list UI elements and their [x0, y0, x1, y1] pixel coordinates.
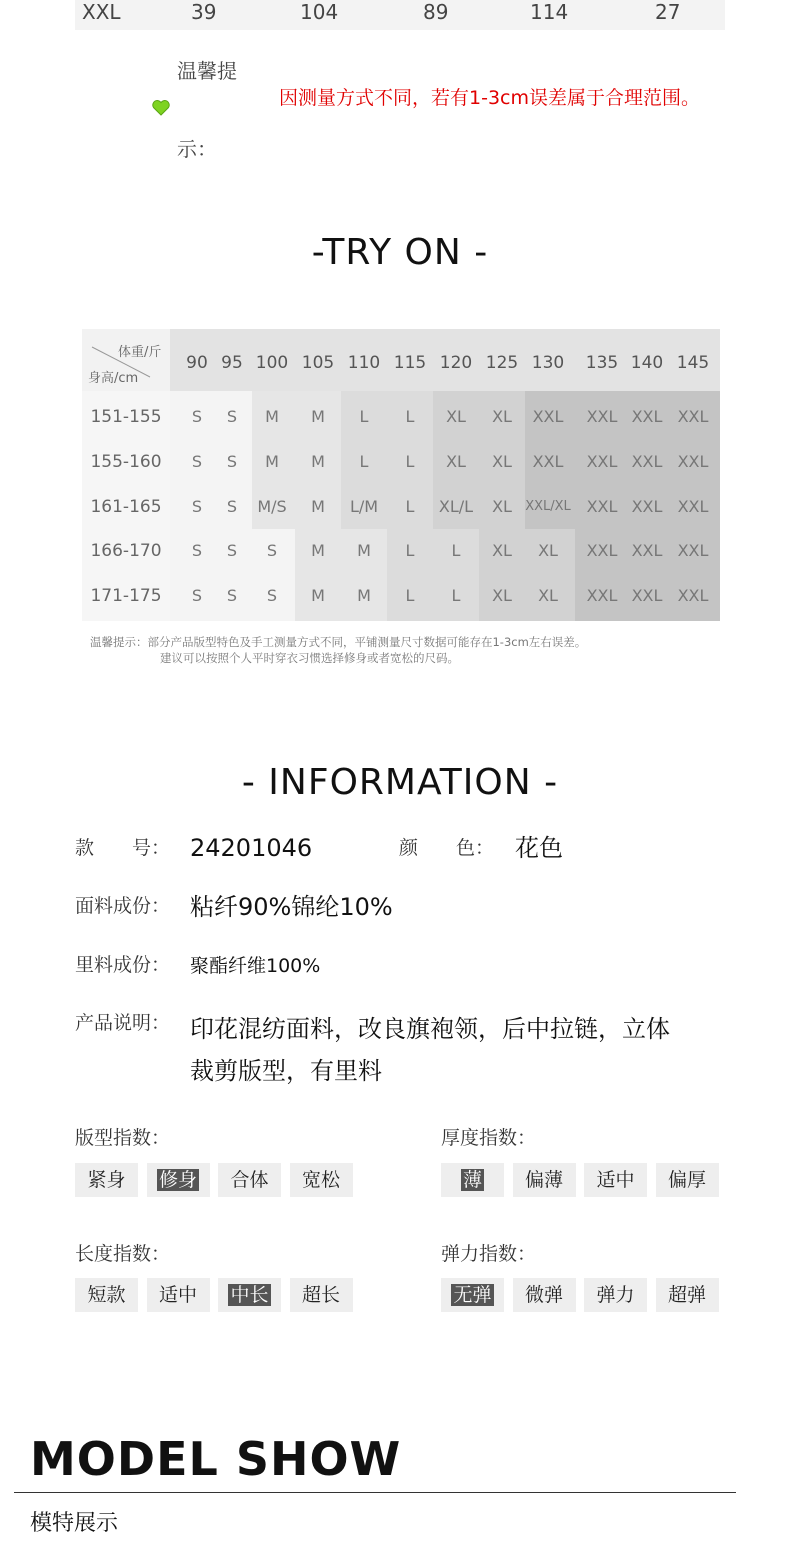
size-cell: XL: [492, 586, 512, 605]
size-cell: XL: [492, 452, 512, 471]
size-cell: L: [405, 452, 415, 471]
description-line: 印花混纺面料，改良旗袍领，后中拉链，立体: [190, 1015, 670, 1043]
elasticity-option-2: [584, 1278, 647, 1312]
size-cell: S: [226, 586, 238, 605]
size-cell: XXL: [677, 541, 709, 560]
weight-header: 95: [221, 353, 243, 373]
tryon-note-line2: 建议可以按照个人平时穿衣习惯选择修身或者宽松的尺码。: [160, 651, 459, 665]
weight-header: 145: [676, 353, 710, 373]
option-label: 超弹: [667, 1284, 706, 1306]
weight-header: 120: [439, 353, 473, 373]
fit-index-title: 版型指数：: [75, 1127, 171, 1149]
size-cell: XXL: [631, 586, 663, 605]
fit-option-0: [75, 1163, 138, 1197]
size-cell: S: [266, 541, 278, 560]
tip-text: 因测量方式不同，若有1-3cm误差属于合理范围。: [279, 87, 700, 109]
fit-option-2: [218, 1163, 281, 1197]
size-cell: S: [191, 452, 203, 471]
fabric-value: 粘纤90%锦纶10%: [190, 893, 393, 921]
size-cell: XXL: [586, 586, 618, 605]
size-cell: XXL: [532, 407, 564, 426]
weight-header: 135: [585, 353, 619, 373]
size-cell: XXL: [677, 407, 709, 426]
size-cell: XXL: [677, 497, 709, 516]
tryon-title: -TRY ON -: [311, 232, 489, 273]
size-cell: L: [405, 586, 415, 605]
elasticity-index-title: 弹力指数：: [441, 1243, 537, 1265]
weight-header: 105: [301, 353, 335, 373]
size-cell: S: [266, 586, 278, 605]
size-cell: XXL: [586, 541, 618, 560]
size-value: 27: [655, 0, 681, 24]
size-cell: XL: [538, 586, 558, 605]
size-cell: XXL: [586, 452, 618, 471]
model-show-title: MODEL SHOW: [30, 1432, 402, 1486]
size-cell: S: [191, 407, 203, 426]
size-cell: XXL: [586, 497, 618, 516]
size-cell: XXL: [532, 452, 564, 471]
size-cell: L: [451, 586, 461, 605]
size-cell: XXL: [631, 452, 663, 471]
size-cell: S: [226, 541, 238, 560]
weight-header: 140: [630, 353, 664, 373]
model-show-subtitle: 模特展示: [30, 1511, 119, 1536]
height-range: 161-165: [90, 497, 162, 517]
size-cell: M: [311, 541, 325, 560]
description-value: [190, 1008, 730, 1092]
green-heart-icon: [151, 98, 171, 118]
size-cell: M: [357, 586, 371, 605]
size-cell: S: [191, 541, 203, 560]
size-cell: L: [405, 541, 415, 560]
elasticity-option-0: [441, 1278, 504, 1312]
length-option-1: [147, 1278, 210, 1312]
size-value: 104: [300, 0, 339, 24]
thickness-option-2: [584, 1163, 647, 1197]
size-cell: M: [311, 407, 325, 426]
option-label: 弹力: [596, 1284, 635, 1306]
option-label: 适中: [596, 1169, 635, 1191]
height-range: 171-175: [90, 586, 162, 606]
option-label: 偏薄: [524, 1169, 563, 1191]
height-range: 155-160: [90, 452, 162, 472]
size-cell: XL/L: [438, 497, 474, 516]
table-corner: [82, 329, 170, 391]
option-label: 合体: [230, 1169, 269, 1191]
size-cell: S: [191, 497, 203, 516]
size-cell: XL: [492, 407, 512, 426]
size-cell: S: [191, 586, 203, 605]
size-cell: S: [226, 497, 238, 516]
weight-header: 100: [255, 353, 289, 373]
size-cell: XL: [538, 541, 558, 560]
fit-option-3: [290, 1163, 353, 1197]
lining-value: 聚酯纤维100%: [190, 955, 321, 977]
thickness-option-0: [441, 1163, 504, 1197]
size-value: 89: [423, 0, 449, 24]
option-label: 偏厚: [667, 1169, 706, 1191]
size-cell: L/M: [349, 497, 379, 516]
elasticity-option-3: [656, 1278, 719, 1312]
size-cell: M/S: [257, 497, 287, 516]
height-range: 151-155: [90, 407, 162, 427]
size-cell: M: [265, 407, 279, 426]
weight-header: 130: [531, 353, 565, 373]
option-label: 宽松: [301, 1169, 340, 1191]
size-value: 114: [530, 0, 569, 24]
size-table-row-xxl: [75, 0, 725, 30]
fit-option-1: [147, 1163, 210, 1197]
weight-header: 115: [393, 353, 427, 373]
size-cell: M: [311, 586, 325, 605]
size-cell: XL: [492, 497, 512, 516]
length-option-2: [218, 1278, 281, 1312]
color-value: 花色: [515, 834, 563, 862]
corner-height-label: 身高/cm: [88, 371, 139, 386]
weight-header: 110: [347, 353, 381, 373]
size-cell: M: [311, 497, 325, 516]
size-cell: XL: [446, 407, 466, 426]
option-label: 超长: [301, 1284, 340, 1306]
option-label: 修身: [158, 1169, 197, 1191]
size-cell: L: [359, 452, 369, 471]
size-cell: S: [226, 407, 238, 426]
elasticity-option-1: [513, 1278, 576, 1312]
tip-label-cont: 示：: [177, 137, 217, 161]
option-label: 薄: [462, 1169, 482, 1191]
fabric-label: 面料成份：: [75, 895, 171, 917]
thickness-option-1: [513, 1163, 576, 1197]
corner-weight-label: 体重/斤: [118, 345, 162, 360]
size-cell: XXL: [631, 541, 663, 560]
height-range: 166-170: [90, 541, 162, 561]
size-cell: M: [265, 452, 279, 471]
option-label: 适中: [158, 1284, 197, 1306]
weight-header: 90: [186, 353, 208, 373]
size-cell: XXL: [631, 407, 663, 426]
option-label: 短款: [87, 1284, 126, 1306]
thickness-option-3: [656, 1163, 719, 1197]
size-cell: M: [311, 452, 325, 471]
length-option-0: [75, 1278, 138, 1312]
size-cell: XXL: [677, 586, 709, 605]
style-no-label: 款 号：: [75, 837, 171, 859]
size-cell: XL: [492, 541, 512, 560]
tryon-size-table: [82, 329, 720, 621]
color-label: 颜 色：: [399, 837, 495, 859]
size-cell: L: [451, 541, 461, 560]
thickness-index-title: 厚度指数：: [441, 1127, 537, 1149]
size-cell: S: [226, 452, 238, 471]
lining-label: 里料成份：: [75, 954, 171, 976]
length-index-title: 长度指数：: [75, 1243, 171, 1265]
option-label: 微弹: [524, 1284, 563, 1306]
information-title: - INFORMATION -: [241, 762, 559, 803]
size-cell: XXL: [677, 452, 709, 471]
size-cell: L: [359, 407, 369, 426]
size-cell: XXL: [586, 407, 618, 426]
weight-header: 125: [485, 353, 519, 373]
option-label: 中长: [230, 1284, 269, 1306]
description-label: 产品说明：: [75, 1012, 171, 1034]
size-cell: M: [357, 541, 371, 560]
tryon-note: [90, 634, 586, 666]
size-cell: L: [405, 497, 415, 516]
style-no-value: 24201046: [190, 834, 313, 862]
tryon-note-line1: 温馨提示：部分产品版型特色及手工测量方式不同，平铺测量尺寸数据可能存在1-3cm左右误差。: [90, 635, 587, 649]
model-divider: [14, 1492, 736, 1493]
option-label: 紧身: [87, 1169, 126, 1191]
size-label: XXL: [82, 0, 121, 24]
size-value: 39: [191, 0, 217, 24]
size-cell: XXL: [631, 497, 663, 516]
description-line: 裁剪版型，有里料: [190, 1057, 382, 1085]
size-cell: L: [405, 407, 415, 426]
option-label: 无弹: [453, 1284, 492, 1306]
size-cell: XXL/XL: [525, 499, 571, 514]
length-option-3: [290, 1278, 353, 1312]
tip-label: 温馨提: [177, 59, 237, 83]
size-cell: XL: [446, 452, 466, 471]
